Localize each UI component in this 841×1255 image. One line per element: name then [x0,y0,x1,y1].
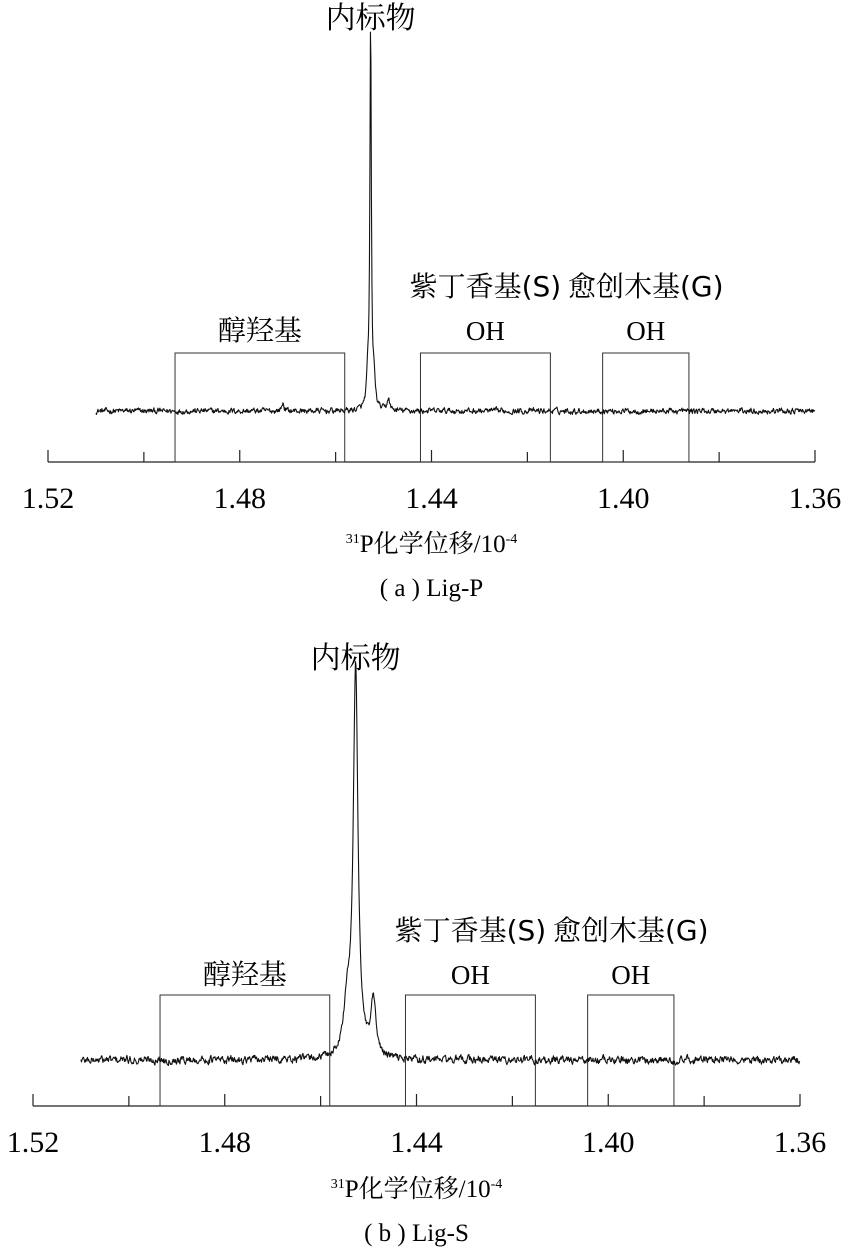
chart-panel-a [22,1,841,602]
region-label-oh: OH [450,960,490,990]
chart-panel-b [7,641,827,1247]
region-box [160,995,330,1106]
x-tick-label: 1.52 [6,1126,60,1159]
region-label-oh: OH [626,316,666,346]
region-box [420,353,550,462]
internal-standard-label: 内标物 [325,1,416,36]
x-axis-title-exp: -4 [505,532,518,547]
x-axis-title [331,1175,503,1203]
x-tick-label: 1.44 [405,482,458,515]
spectrum-line [96,32,815,414]
x-tick-label: 1.40 [582,1126,635,1159]
region-box [405,995,535,1106]
region-label: 紫丁香基(S) [409,270,562,303]
internal-standard-label: 内标物 [310,641,401,676]
spectrum-line [81,662,800,1066]
x-axis-title-exp: -4 [490,1177,503,1192]
x-tick-label: 1.48 [198,1126,251,1159]
x-tick-label: 1.48 [213,482,266,515]
region-label-oh: OH [465,316,505,346]
region-box [603,353,689,462]
region-label: 愈创木基(G) [553,914,709,947]
panel-caption: ( b ) Lig-S [364,1220,469,1247]
panel-caption: ( a ) Lig-P [379,575,484,602]
x-tick-label: 1.40 [597,482,650,515]
region-label: 愈创木基(G) [568,270,724,303]
x-tick-label: 1.36 [788,482,841,515]
region-label: 醇羟基 [217,314,302,347]
x-axis-title-main: P化学位移/10 [344,1176,491,1203]
region-label: 醇羟基 [202,958,287,991]
x-tick-label: 1.44 [390,1126,443,1159]
region-box [588,995,674,1106]
x-tick-label: 1.52 [21,482,75,515]
x-axis-title-sup: 31 [330,1177,345,1192]
x-tick-label: 1.36 [773,1126,827,1159]
x-axis-title-main: P化学位移/10 [359,531,506,558]
x-axis-title-sup: 31 [345,532,360,547]
region-box [175,353,345,462]
x-axis-title [346,530,518,558]
region-label: 紫丁香基(S) [394,914,547,947]
region-label-oh: OH [611,960,651,990]
